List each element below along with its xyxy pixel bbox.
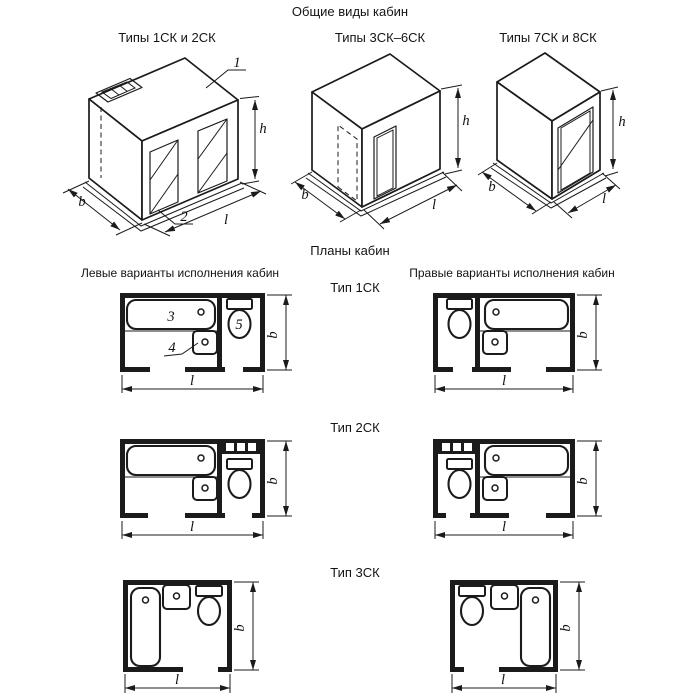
washbasin xyxy=(163,585,190,609)
dim-label-l: l xyxy=(601,191,607,207)
dim-label-l: l xyxy=(431,197,437,213)
iso3-title: Типы 7СК и 8СК xyxy=(499,30,597,45)
wall xyxy=(470,513,509,518)
dim-label-b: b xyxy=(265,331,281,339)
bathtub xyxy=(125,446,217,477)
dim-label-l: l xyxy=(500,672,506,688)
callout-5-label: 5 xyxy=(235,317,243,333)
left-variants-label: Левые варианты исполнения кабин xyxy=(80,266,280,280)
washbasin xyxy=(193,477,217,500)
iso1-title: Типы 1СК и 2СК xyxy=(118,30,216,45)
partition-wall xyxy=(217,293,222,372)
bathtub xyxy=(521,588,550,666)
toilet xyxy=(447,459,472,498)
washbasin xyxy=(483,331,507,354)
wall xyxy=(120,367,150,372)
wall xyxy=(252,513,265,518)
wall xyxy=(433,513,446,518)
dim-label-b: b xyxy=(265,477,281,485)
callout-4-label: 4 xyxy=(168,340,176,356)
wall xyxy=(472,367,511,372)
bathtub xyxy=(478,446,570,477)
wall xyxy=(546,513,575,518)
toilet xyxy=(196,586,222,625)
vent-block xyxy=(222,439,260,454)
vent-block xyxy=(438,439,475,454)
dim-label-b: b xyxy=(488,179,496,195)
wall xyxy=(123,580,128,672)
wall xyxy=(243,367,265,372)
row1-title: Тип 1СК xyxy=(330,280,380,295)
dim-label-b: b xyxy=(301,187,309,203)
dim-label-l: l xyxy=(501,373,507,389)
dim-label-l: l xyxy=(223,212,229,228)
section-title-plans: Планы кабин xyxy=(310,243,390,258)
wall xyxy=(120,293,265,298)
wall xyxy=(120,513,148,518)
wall xyxy=(433,293,438,372)
wall xyxy=(433,439,438,518)
dim-label-l: l xyxy=(501,519,507,535)
bathtub xyxy=(478,300,570,331)
wall xyxy=(185,513,225,518)
callout-2-label: 2 xyxy=(180,209,188,225)
section-title-general-views: Общие виды кабин xyxy=(291,4,409,19)
wall xyxy=(450,667,464,672)
dim-label-b: b xyxy=(78,194,86,210)
washbasin xyxy=(491,585,518,609)
callout-1-label: 1 xyxy=(233,55,241,71)
callout-3-label: 3 xyxy=(167,309,175,325)
wall xyxy=(433,367,453,372)
wall xyxy=(546,367,575,372)
dim-label-h: h xyxy=(462,113,470,129)
wall xyxy=(120,293,125,372)
washbasin xyxy=(483,477,507,500)
dim-label-b: b xyxy=(558,624,574,632)
dim-label-l: l xyxy=(189,373,195,389)
row3-title: Тип 3СК xyxy=(330,565,380,580)
dim-label-b: b xyxy=(232,624,248,632)
partition-wall xyxy=(475,439,480,518)
toilet xyxy=(459,586,485,625)
toilet xyxy=(447,299,472,338)
wall xyxy=(218,667,232,672)
partition-wall xyxy=(217,439,222,518)
washbasin xyxy=(193,331,217,354)
wall xyxy=(433,293,575,298)
wall xyxy=(499,667,558,672)
dim-label-b: b xyxy=(575,477,591,485)
dim-label-l: l xyxy=(189,519,195,535)
wall xyxy=(185,367,225,372)
toilet xyxy=(227,459,252,498)
row2-title: Тип 2СК xyxy=(330,420,380,435)
wall xyxy=(450,580,455,672)
iso2-title: Типы 3СК–6СК xyxy=(334,30,426,45)
right-variants-label: Правые варианты исполнения кабин xyxy=(409,266,615,280)
dim-label-h: h xyxy=(259,121,267,137)
wall xyxy=(120,439,125,518)
dim-label-h: h xyxy=(618,114,626,130)
dim-label-b: b xyxy=(575,331,591,339)
bathtub xyxy=(131,588,160,666)
dim-label-l: l xyxy=(174,672,180,688)
partition-wall xyxy=(475,293,480,372)
